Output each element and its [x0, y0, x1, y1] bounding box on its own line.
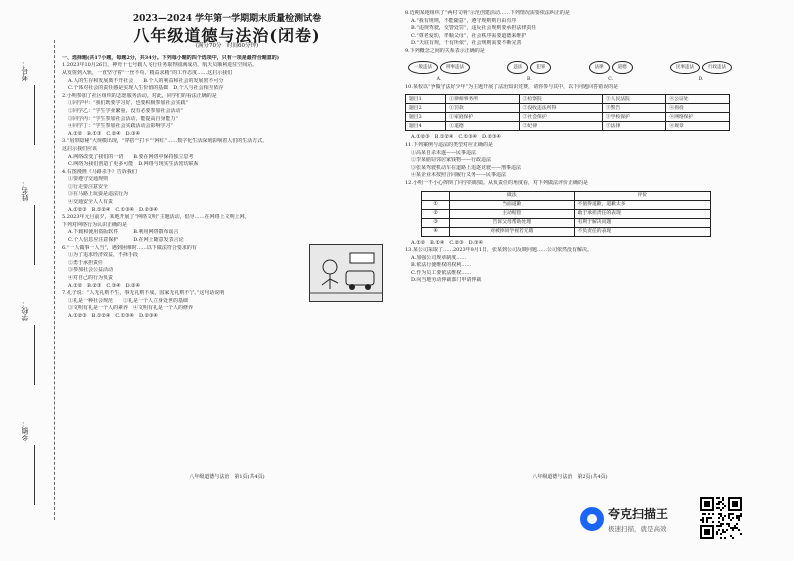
concept-diagram	[405, 56, 735, 84]
table-header-row	[422, 191, 711, 200]
exam-title: 2023—2024 学年第一学期期末质量检测试卷	[132, 14, 322, 24]
table-cell: 不负责任的表现	[574, 227, 710, 236]
diagram-option	[588, 60, 634, 84]
diagram-option-label: B.	[526, 77, 532, 83]
table-cell: 题目4	[406, 122, 446, 131]
diagram-option-label: A.	[436, 77, 442, 83]
question-line: ①礼是一种社会规范 ②礼是一个人立身处世的基础	[68, 297, 189, 304]
table-cell: ③	[422, 218, 450, 227]
page-2-questions-a	[405, 10, 735, 56]
table-cell: ①律师事务所	[446, 95, 519, 104]
table-cell: ③学校保护	[602, 113, 666, 122]
cut-line	[54, 40, 55, 520]
page-2	[405, 10, 735, 480]
table-row	[422, 227, 711, 236]
question-line: ①为了追求经济效益，不择手段	[68, 252, 139, 259]
question-line: 下列对网络行为认识正确的是	[62, 221, 128, 228]
table-cell: 主动赔偿	[450, 209, 575, 218]
table-cell: ①罚款	[446, 104, 519, 113]
diagram-outer-oval: 一般违法	[408, 61, 438, 75]
township-line	[34, 445, 35, 505]
table-cell: ①	[422, 200, 450, 209]
question-line: 4.右图漫画《马路杀手》告诉我们	[62, 168, 137, 175]
scanner-watermark	[580, 505, 668, 533]
question-line: A.“我有规则，不能随意”，遵守规则则自由有序	[411, 17, 517, 24]
page-2-questions-d	[405, 240, 735, 286]
question-line: D.“天底有规，千有所依”，社会规则需要不断完善	[411, 40, 522, 47]
table-row	[422, 200, 711, 209]
question-line: ④交通安全人人有责	[68, 199, 114, 206]
question-line: 1.2023年10月26日，神舟十七号载人飞行任务取得圆满成功，航天员顺利进驻空间站。	[62, 62, 258, 69]
question-line: A.①②③ B.①②④ C.①③④ D.②③④	[68, 206, 158, 213]
table-cell: ②没收违法所得	[519, 104, 602, 113]
table-cell: ②社会保护	[519, 113, 602, 122]
page-2-questions-b	[405, 84, 735, 92]
question-line: D.向当地劳动仲裁部门申请仲裁	[411, 277, 482, 284]
question-line: A.①② B.②③ C.③④ D.②④	[68, 282, 140, 289]
diagram-option-label: C.	[608, 77, 614, 83]
question-line: ③参加社会公益活动	[68, 267, 114, 274]
table-cell: ②检察院	[519, 95, 602, 104]
table-cell: ②	[422, 209, 450, 218]
table-cell: 不值得道歉，道歉太多	[574, 200, 710, 209]
question-line: 7.孔子说：“人无礼则不生，事无礼则不成，国家无礼则不宁。”这句话说明	[62, 290, 225, 297]
question-line: A.人的生存和发展离不开社会 B.个人的利益和社会的发展密不可分	[68, 77, 224, 84]
question-line: 3.“肩带隐秘”大规模出现，“穿搭”“打卡”“网红”……数字化生活深刻影响着人们的生活方式。	[62, 138, 268, 145]
question-line: A.①②③ B.①②④ C.①③④ D.②③④	[68, 312, 158, 319]
subject-title: 八年级道德与法治(闭卷)	[133, 25, 321, 45]
table-cell: 当面道歉	[450, 200, 575, 209]
question-line: ③同学丙：“学生参加社会活动，能提高自身能力”	[68, 115, 179, 122]
table-row	[422, 218, 711, 227]
page-2-questions-c	[405, 134, 735, 187]
diagram-option	[407, 60, 471, 84]
question-line: B.依法行使维权的权利……	[411, 262, 472, 269]
diagram-option	[506, 60, 552, 84]
question-line: A.①②③ B.①②④ C.①③④ D.②③④	[411, 134, 501, 141]
evaluation-table	[421, 191, 711, 237]
question-line: ③在马路上玩耍是违法行为	[68, 191, 129, 198]
question-line: ①要遵守交通规则	[68, 176, 109, 183]
page-1	[62, 10, 392, 480]
school-label: 学校：	[21, 300, 29, 321]
question-line: ④对自己的行为负责	[68, 275, 114, 281]
table-cell: 题目1	[406, 95, 446, 104]
diagram-inner-oval: 犯罪	[530, 61, 551, 75]
question-line: 2.小明参加了社区组织的志愿服务活动。对此，同学们的看法正确的是	[62, 92, 217, 99]
table-row	[406, 122, 730, 131]
table-row	[406, 104, 730, 113]
question-line: ②李某偷窃邻居家钱物——行政违法	[411, 157, 492, 164]
question-line: 10.某校以“争做守法好少年”为主题开展了法治知识竞赛，请你参与其中，以下问题回答错误的是	[405, 83, 619, 90]
scanner-app-name: 夸克扫描王	[608, 507, 669, 521]
question-line: ④同学丁：“学生参加社会实践活动会影响学习”	[68, 123, 174, 130]
exam-meta: (满分70分 时间60分钟)	[195, 43, 259, 50]
question-line: 5.2023年元旦前夕，某地开展了“网络文明”主题活动，倡导……在网络上文明上网。	[62, 214, 250, 221]
question-line: ②行走要注意安全	[68, 183, 109, 190]
table-header-cell	[422, 191, 450, 200]
table-cell: 题目2	[406, 104, 446, 113]
table-cell: ②纪律	[519, 122, 602, 131]
table-cell: 题目3	[406, 113, 446, 122]
question-line: C.网络为我们创造了更多可能 D.网络与现实生活密切联系	[68, 161, 199, 168]
table-row	[406, 95, 730, 104]
question-line: A.①② B.①④ C.②③ D.③④	[411, 239, 483, 246]
table-cell: ③法律	[602, 122, 666, 131]
table-cell: ④公证处	[666, 95, 730, 104]
question-line: A.网络改变了我们的一切 B.要在网络中保持独立思考	[68, 153, 194, 160]
table-cell: ③警告	[602, 104, 666, 113]
name-label: 姓名：	[21, 180, 29, 201]
diagram-inner-oval: 道德	[612, 61, 633, 75]
table-cell: ①道德	[446, 122, 519, 131]
question-line: A.加强公司规章制度……	[411, 254, 467, 261]
page-1-footer: 八年级道德与法治 第1页(共4页)	[189, 474, 265, 481]
quiz-table	[405, 94, 730, 131]
question-line: 13.某公司采取了……2023年9月1日，张某到公司反映问题……公司依然没有解决。	[405, 247, 593, 254]
diagram-outer-oval: 民事违法	[670, 61, 700, 75]
exam-number-label: 考号：	[21, 60, 29, 81]
table-row	[406, 113, 730, 122]
question-line: 12.小明一不小心摔倒了同学的眼镜。从负责任的角度看，对下列做法评价正确的是	[405, 179, 588, 186]
question-line: 8.近期某地组织了“两村文明”示范创建活动……下列情况需要依法纠正的是	[405, 10, 570, 16]
school-line	[34, 325, 35, 385]
question-line: ①同学甲：“我们既要学习好，也要积极参加社会实践”	[68, 100, 189, 107]
table-cell: ③人民法院	[602, 95, 666, 104]
diagram-option-label: D.	[698, 77, 704, 83]
question-line: 9.下列概念之间的关系表示正确的是	[405, 47, 485, 54]
table-cell: ④网络保护	[666, 113, 730, 122]
question-line: C.个人信息应注意保护 D.在网上随意发表言论	[68, 237, 184, 244]
question-line: A.①② B.①③ C.②④ D.③④	[68, 130, 140, 137]
question-line: B.“违规驾驶，交警处罚”，违反社会规则要承担法律责任	[411, 25, 537, 32]
question-line: C.作为员工要依法维权……	[411, 269, 472, 276]
question-line: ③文明有礼是一个人的素养 ④文明有礼是一个人的修养	[68, 305, 194, 312]
exam-number-line	[34, 85, 35, 145]
question-line: 这启示我们应该	[62, 145, 98, 152]
diagram-outer-oval: 法律	[589, 61, 610, 75]
diagram-option	[669, 60, 733, 84]
table-cell: ④规章	[666, 122, 730, 131]
diagram-outer-oval: 违法	[507, 61, 528, 75]
cartoon-illustration	[309, 244, 383, 302]
binding-margin	[18, 40, 58, 520]
page-2-footer: 八年级道德与法治 第2页(共4页)	[532, 474, 608, 481]
table-cell: ①家庭保护	[446, 113, 519, 122]
question-line: ②同学乙：“学生学业繁重，没有必要参加社会活动”	[68, 107, 184, 114]
table-row	[422, 209, 711, 218]
question-line: 一、选择题(共17小题，每题2分，共34分。下列每小题的四个选项中，只有一项是最符合题意的)	[62, 54, 280, 61]
township-label: 乡镇：	[21, 420, 29, 441]
name-line	[34, 205, 35, 265]
table-cell: 告诉父母帮助处理	[450, 218, 575, 227]
diagram-inner-oval: 行政违法	[702, 61, 732, 75]
question-line: 从发射到入轨，一直坚守着“一丝不苟、精益求精”的工作态度……这启示我们	[62, 69, 233, 76]
question-line: ②勇于承担责任	[68, 259, 104, 266]
question-line: ①高某自杀未遂——民事违法	[411, 149, 477, 156]
diagram-inner-oval: 刑事违法	[440, 61, 470, 75]
table-cell: ④拘役	[666, 104, 730, 113]
question-line: 6.“一人做事一人当”，遇到困难时……以下做法符合要求的有	[62, 244, 197, 251]
question-line: A.下载和使用盗版软件 B.利用网络散布谣言	[68, 229, 179, 236]
question-line: ③张某驾驶机动车在道路上追逐竞驶——刑事违法	[411, 164, 522, 171]
scanner-logo-icon	[580, 507, 604, 531]
scanner-slogan: 极速扫描，就是高效	[608, 525, 667, 533]
question-line: ④某企业未按照合同履行义务——民事违法	[411, 172, 507, 179]
table-cell: 敢于承担责任的表现	[574, 209, 710, 218]
table-cell: ④	[422, 227, 450, 236]
qr-code-icon	[700, 497, 742, 539]
question-line: C.个体对社会的责任感是实现人生价值的基础 D.个人与社会相互依存	[68, 85, 224, 92]
table-cell: 有利于解决问题	[574, 218, 710, 227]
table-cell: 对被摔同学视若无睹	[450, 227, 575, 236]
table-header-cell: 做法	[450, 191, 575, 200]
table-header-cell: 评价	[574, 191, 710, 200]
question-line: 11.下列案例与违法的类型对应正确的是	[405, 141, 493, 148]
question-line: C.“尊老爱幼，孝顺父母”，社会秩序需要道德来维护	[411, 32, 527, 39]
